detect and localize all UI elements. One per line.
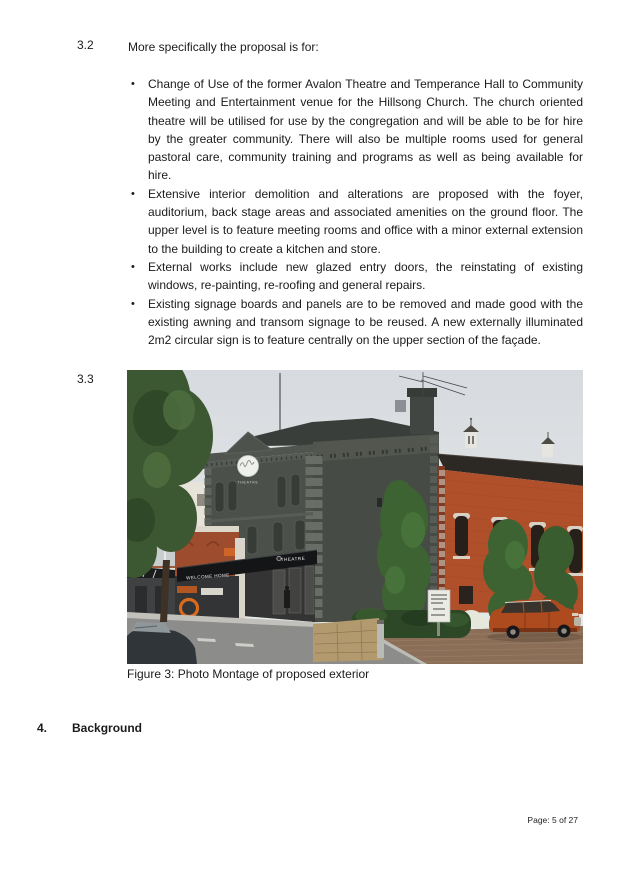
list-item [128,185,583,258]
bullet-text: Extensive interior demolition and alterations are proposed with the foyer, auditorium, back stage areas and associated amenities on the ground floor. The upper level is to feature meeting rooms and office with a minor external extension to the building to create a kitchen and store. [148,186,583,256]
bullet-text: Change of Use of the former Avalon Theatre and Temperance Hall to Community Meeting and Entertainment venue for the Hillsong Church. The church oriented theatre will be utilised for use by the congregation and will be able to be for hire by the greater community. There will also be multiple rooms used for general pastoral care, community training and programs as well as being available for hire. [148,77,583,183]
bollard [377,620,384,658]
proposal-bullet-list [128,75,583,349]
page-number: Page: 5 of 27 [527,815,578,825]
bullet-icon: • [131,78,135,90]
bullet-icon: • [131,297,135,310]
list-item [128,258,583,295]
theatre-awning-sign: THEATRE [280,555,306,563]
photo-montage-figure [127,370,583,664]
section-4-title: Background [72,721,143,735]
photo-montage-scene [127,370,583,664]
section-number-3-2: 3.2 [77,38,94,52]
circular-hillsong-sign [237,456,258,485]
list-item [128,295,583,350]
sandstone-wall [313,618,383,662]
section-number-3-3: 3.3 [77,372,94,386]
welcome-home-sign: WELCOME HOME [185,572,230,581]
bullet-text: External works include new glazed entry doors, the reinstating of existing windows, re-painting, re-roofing and general repairs. [148,259,583,293]
bullet-text: Existing signage boards and panels are to be removed and made good with the existing awning and transom signage to be reused. A new externally illuminated 2m2 circular sign is to feature centrally on the upper section of the façade. [148,296,583,348]
section-number-4: 4. [37,721,48,735]
figure-caption: Figure 3: Photo Montage of proposed exterior [127,667,370,681]
list-item [128,75,583,185]
section-3-2-intro: More specifically the proposal is for: [128,40,319,54]
bullet-icon: • [131,187,135,200]
bullet-icon: • [131,260,135,273]
facade-theatre-label: THEATRE [237,480,259,485]
